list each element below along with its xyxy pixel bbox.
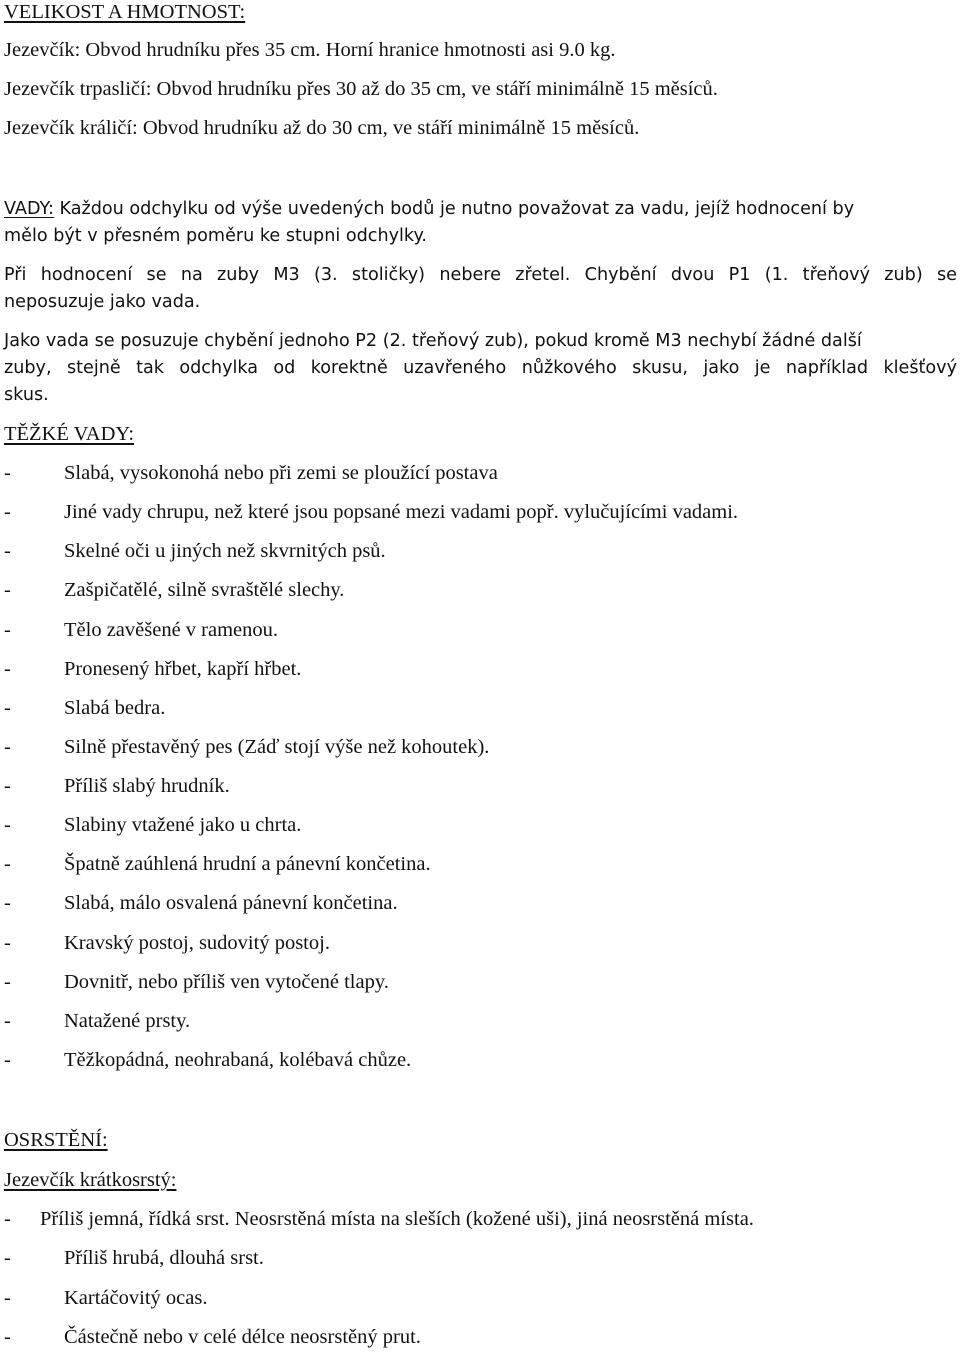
list-item-text: Tělo zavěšené v ramenou. <box>64 618 279 641</box>
teeth-paragraph-line1: Při hodnocení se na zuby M3 (3. stoličky) nebere zřetel. Chybění dvou P1 (1. třeňový zub) se <box>4 265 957 285</box>
list-dash: - <box>4 579 11 602</box>
list-dash: - <box>4 1325 11 1348</box>
list-dash: - <box>4 657 11 680</box>
list-item-text: Skelné oči u jiných než skvrnitých psů. <box>64 540 386 563</box>
list-item-text: Příliš slabý hrudník. <box>64 775 230 798</box>
list-item <box>4 1047 411 1073</box>
list-dash: - <box>4 1286 11 1309</box>
list-item-text: Částečně nebo v celé délce neosrstěný prut. <box>64 1325 421 1348</box>
size-line-miniature: Jezevčík trpasličí: Obvod hrudníku přes 30 až do 35 cm, ve stáří minimálně 15 měsíců. <box>4 78 718 100</box>
list-dash: - <box>4 970 11 993</box>
list-dash: - <box>4 892 11 915</box>
list-item <box>4 577 344 603</box>
size-heading: VELIKOST A HMOTNOST: <box>4 1 246 23</box>
size-line-rabbit: Jezevčík králičí: Obvod hrudníku až do 30 cm, ve stáří minimálně 15 měsíců. <box>4 117 640 139</box>
list-dash: - <box>4 696 11 719</box>
list-item-text: Jiné vady chrupu, než které jsou popsané mezi vadami popř. vylučujícími vadami. <box>64 501 739 524</box>
list-dash: - <box>4 540 11 563</box>
list-dash: - <box>4 735 11 758</box>
list-dash: - <box>4 1048 11 1071</box>
list-dash: - <box>4 618 11 641</box>
list-item <box>4 969 389 995</box>
list-item <box>4 617 278 643</box>
list-item <box>4 890 398 916</box>
list-item-text: Slabá, vysokonohá nebo při zemi se ploužící postava <box>64 462 498 484</box>
teeth-fault-line2: zuby, stejně tak odchylka od korektně uzavřeného nůžkového skusu, jako je například klešťový <box>4 358 957 378</box>
list-item-text: Příliš jemná, řídká srst. Neosrstěná místa na sleších (kožené uši), jiná neosrstěná místa. <box>40 1208 754 1230</box>
list-item <box>4 499 738 525</box>
list-item-text: Špatně zaúhlená hrudní a pánevní končetina. <box>64 853 431 876</box>
list-item-text: Kartáčovitý ocas. <box>64 1286 208 1309</box>
list-dash: - <box>4 814 11 837</box>
list-item <box>4 538 386 564</box>
list-item-text: Těžkopádná, neohrabaná, kolébavá chůze. <box>64 1048 412 1071</box>
list-dash: - <box>4 1247 11 1270</box>
list-item <box>4 930 330 956</box>
size-line-dachshund: Jezevčík: Obvod hrudníku přes 35 cm. Horní hranice hmotnosti asi 9.0 kg. <box>4 39 616 61</box>
list-item-text: Slabá, málo osvalená pánevní končetina. <box>64 892 398 915</box>
list-item-text: Natažené prsty. <box>64 1009 191 1032</box>
list-item-text: Pronesený hřbet, kapří hřbet. <box>64 657 302 680</box>
faults-text: Každou odchylku od výše uvedených bodů je nutno považovat za vadu, jejíž hodnocení by <box>53 199 855 219</box>
teeth-fault-line1: Jako vada se posuzuje chybění jednoho P2 (2. třeňový zub), pokud kromě M3 nechybí žádné další <box>4 331 862 351</box>
faults-paragraph-line1 <box>4 196 854 222</box>
faults-label: VADY: <box>4 199 54 219</box>
list-dash: - <box>4 853 11 876</box>
list-item-text: Zašpičatělé, silně svraštělé slechy. <box>64 579 345 602</box>
list-dash: - <box>4 462 11 484</box>
list-item <box>4 1324 421 1350</box>
list-dash: - <box>4 1009 11 1032</box>
list-item <box>4 851 431 877</box>
list-item-text: Kravský postoj, sudovitý postoj. <box>64 931 330 954</box>
coat-subheading: Jezevčík krátkosrstý: <box>4 1169 177 1191</box>
list-item <box>4 812 301 838</box>
list-dash: - <box>4 931 11 954</box>
list-item <box>4 460 498 486</box>
list-item <box>4 734 489 760</box>
teeth-fault-line3: skus. <box>4 385 49 405</box>
faults-paragraph-line2: mělo být v přesném poměru ke stupni odchylky. <box>4 226 427 246</box>
list-item-text: Silně přestavěný pes (Záď stojí výše než kohoutek). <box>64 735 490 758</box>
list-item <box>4 1008 190 1034</box>
list-item-text: Slabiny vtažené jako u chrta. <box>64 814 302 837</box>
serious-faults-heading: TĚŽKÉ VADY: <box>4 423 135 445</box>
list-item <box>4 1285 207 1311</box>
list-dash: - <box>4 775 11 798</box>
list-item-text: Příliš hrubá, dlouhá srst. <box>64 1247 264 1270</box>
list-dash: - <box>4 1208 11 1230</box>
list-item <box>4 773 230 799</box>
teeth-paragraph-line2: neposuzuje jako vada. <box>4 292 201 312</box>
list-item-text: Dovnitř, nebo příliš ven vytočené tlapy. <box>64 970 389 993</box>
list-item <box>4 1245 264 1271</box>
list-item-text: Slabá bedra. <box>64 696 166 719</box>
list-item <box>4 1206 754 1232</box>
list-item <box>4 695 165 721</box>
list-dash: - <box>4 501 11 524</box>
coat-heading: OSRSTĚNÍ: <box>4 1129 108 1151</box>
list-item <box>4 656 301 682</box>
